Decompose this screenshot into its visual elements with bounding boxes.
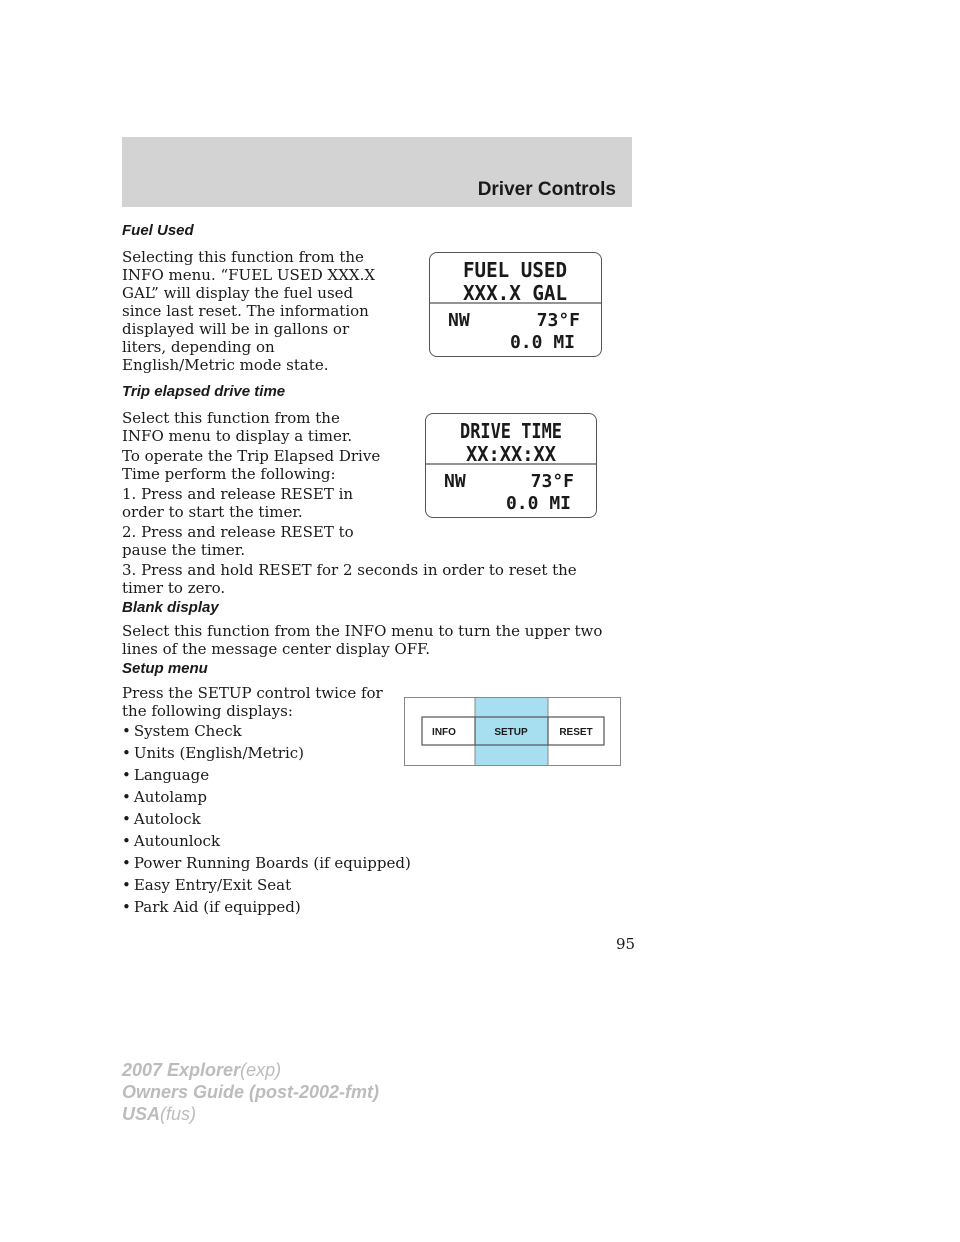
list-item: • Autolamp [122, 788, 411, 806]
info-button: INFO [432, 727, 456, 738]
blank-display-text: Select this function from the INFO menu to turn the upper two lines of the message center display OFF. [122, 622, 603, 658]
trip-time-heading: Trip elapsed drive time [122, 383, 286, 400]
section-title: Driver Controls [477, 179, 616, 200]
trip-time-step-1: 1. Press and release RESET in order to start the timer. [122, 485, 354, 521]
page-number: 95 [616, 935, 636, 953]
trip-time-step-2: 2. Press and release RESET to pause the timer. [122, 523, 354, 559]
footer-guide: Owners Guide (post-2002-fmt) [122, 1082, 380, 1102]
fuel-display-temp: 73°F [536, 310, 580, 331]
trip-time-step-3: 3. Press and hold RESET for 2 seconds in order to reset the timer to zero. [122, 561, 577, 597]
fuel-display-line2: XXX.X GAL [463, 281, 567, 305]
blank-display-heading: Blank display [122, 599, 219, 616]
footer-model: 2007 Explorer [122, 1060, 241, 1080]
drive-display-line2: XX:XX:XX [466, 442, 556, 466]
setup-menu-heading: Setup menu [122, 660, 208, 677]
footer [122, 1059, 379, 1125]
trip-time-text-1: Select this function from the INFO menu to display a timer. [122, 409, 353, 445]
trip-time-text-2: To operate the Trip Elapsed Drive Time perform the following: [122, 447, 381, 483]
drive-time-display [425, 413, 597, 518]
list-item: • Language [122, 766, 411, 784]
list-item: • Park Aid (if equipped) [122, 898, 411, 916]
list-item: • Units (English/Metric) [122, 744, 411, 762]
fuel-used-text: Selecting this function from the INFO menu. “FUEL USED XXX.X GAL” will display the fuel used since last reset. The information displayed will be in gallons or liters, depending on English/Metric mode state. [122, 248, 376, 374]
fuel-display-compass: NW [448, 310, 470, 331]
fuel-display-distance: 0.0 MI [509, 332, 575, 353]
footer-model-code: (exp) [240, 1060, 282, 1080]
fuel-display-line1: FUEL USED [463, 258, 567, 282]
reset-button: RESET [559, 727, 593, 738]
drive-display-distance: 0.0 MI [505, 493, 571, 514]
fuel-used-heading: Fuel Used [122, 222, 194, 239]
drive-display-compass: NW [444, 471, 466, 492]
fuel-used-display [429, 252, 602, 357]
footer-market: USA [122, 1104, 161, 1124]
list-item: • Power Running Boards (if equipped) [122, 854, 411, 872]
message-center-controls-diagram [404, 697, 622, 767]
setup-button: SETUP [494, 727, 528, 738]
setup-menu-text: Press the SETUP control twice for the following displays: [122, 684, 383, 720]
list-item: • System Check [122, 722, 411, 740]
footer-market-code: (fus) [160, 1104, 197, 1124]
list-item: • Autolock [122, 810, 411, 828]
setup-menu-list [122, 722, 411, 920]
list-item: • Autounlock [122, 832, 411, 850]
header-band [122, 137, 632, 207]
drive-display-line1: DRIVE TIME [460, 419, 562, 443]
drive-display-temp: 73°F [530, 471, 574, 492]
list-item: • Easy Entry/Exit Seat [122, 876, 411, 894]
